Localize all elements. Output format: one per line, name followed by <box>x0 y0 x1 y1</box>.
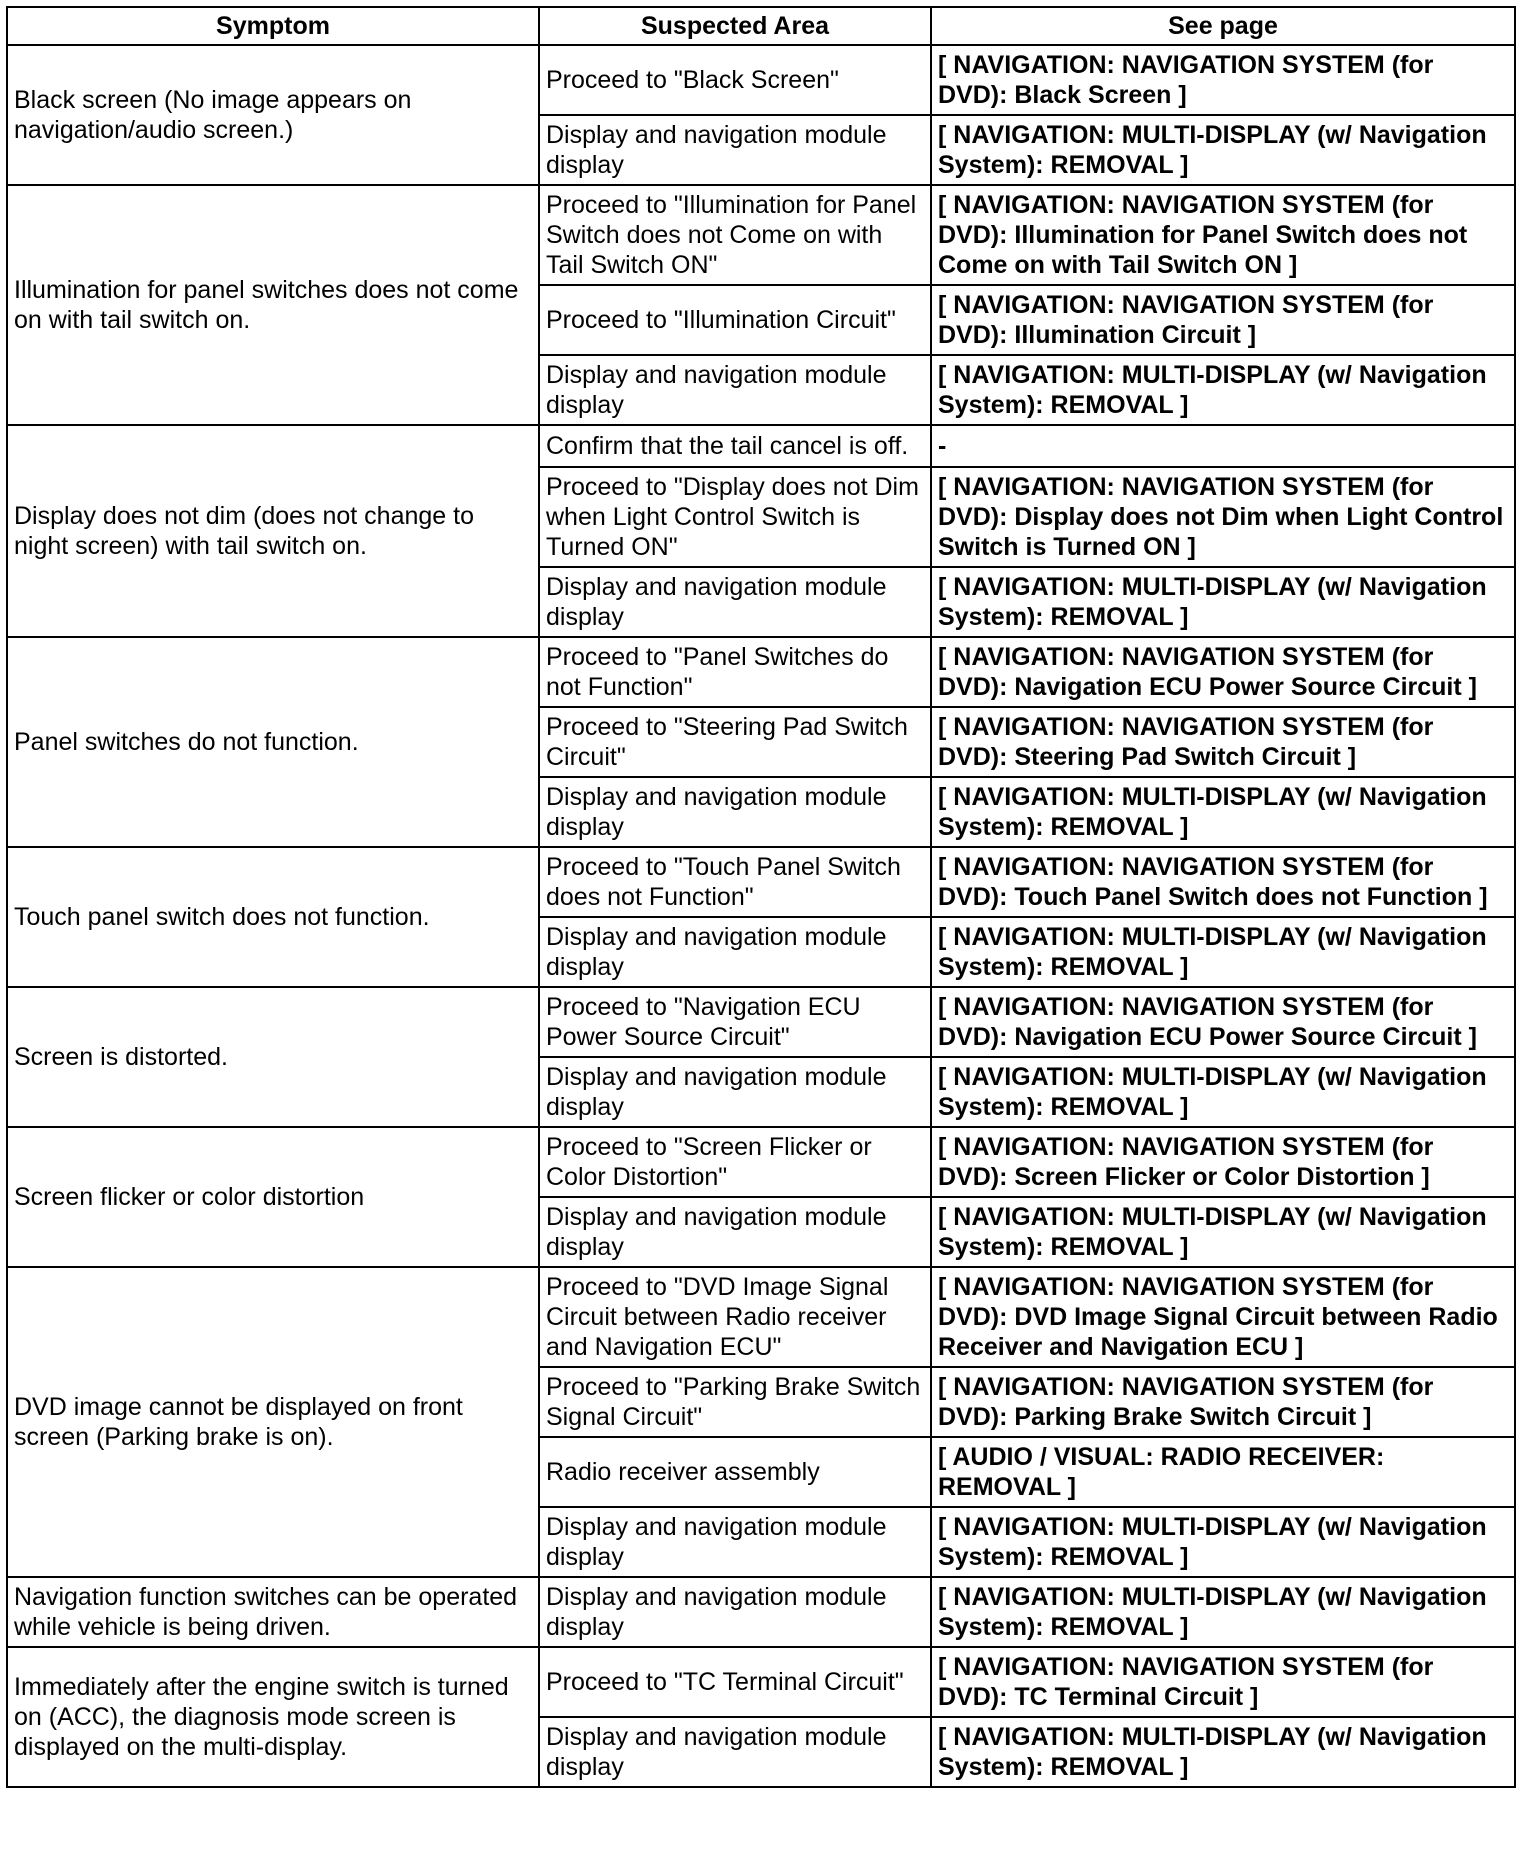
suspected-area-cell: Proceed to "Touch Panel Switch does not Function" <box>539 847 931 917</box>
see-page-reference[interactable]: [ NAVIGATION: NAVIGATION SYSTEM (for DVD): Touch Panel Switch does not Function ] <box>931 847 1515 917</box>
symptom-cell: Panel switches do not function. <box>7 637 539 847</box>
see-page-reference[interactable]: [ NAVIGATION: MULTI-DISPLAY (w/ Navigation System): REMOVAL ] <box>931 917 1515 987</box>
symptom-cell: Black screen (No image appears on navigation/audio screen.) <box>7 45 539 185</box>
suspected-area-cell: Proceed to "Illumination for Panel Switch does not Come on with Tail Switch ON" <box>539 185 931 285</box>
see-page-reference[interactable]: [ NAVIGATION: NAVIGATION SYSTEM (for DVD): Parking Brake Switch Circuit ] <box>931 1367 1515 1437</box>
suspected-area-cell: Proceed to "Screen Flicker or Color Distortion" <box>539 1127 931 1197</box>
table-body <box>7 45 1515 1787</box>
table-row <box>7 637 1515 707</box>
symptom-cell: Screen flicker or color distortion <box>7 1127 539 1267</box>
see-page-reference[interactable]: [ NAVIGATION: MULTI-DISPLAY (w/ Navigation System): REMOVAL ] <box>931 1197 1515 1267</box>
table-row <box>7 185 1515 285</box>
see-page-reference[interactable]: - <box>931 425 1515 467</box>
suspected-area-cell: Proceed to "DVD Image Signal Circuit between Radio receiver and Navigation ECU" <box>539 1267 931 1367</box>
symptom-cell: Navigation function switches can be operated while vehicle is being driven. <box>7 1577 539 1647</box>
see-page-reference[interactable]: [ NAVIGATION: MULTI-DISPLAY (w/ Navigation System): REMOVAL ] <box>931 355 1515 425</box>
suspected-area-cell: Display and navigation module display <box>539 567 931 637</box>
table-row <box>7 847 1515 917</box>
suspected-area-cell: Display and navigation module display <box>539 1057 931 1127</box>
symptom-cell: Screen is distorted. <box>7 987 539 1127</box>
suspected-area-cell: Proceed to "Steering Pad Switch Circuit" <box>539 707 931 777</box>
suspected-area-cell: Proceed to "Panel Switches do not Function" <box>539 637 931 707</box>
see-page-reference[interactable]: [ NAVIGATION: MULTI-DISPLAY (w/ Navigation System): REMOVAL ] <box>931 1057 1515 1127</box>
table-row <box>7 1127 1515 1197</box>
see-page-reference[interactable]: [ NAVIGATION: MULTI-DISPLAY (w/ Navigation System): REMOVAL ] <box>931 567 1515 637</box>
see-page-reference[interactable]: [ NAVIGATION: MULTI-DISPLAY (w/ Navigation System): REMOVAL ] <box>931 1507 1515 1577</box>
table-row <box>7 45 1515 115</box>
header-suspected-area: Suspected Area <box>539 7 931 45</box>
table-row <box>7 1647 1515 1717</box>
see-page-reference[interactable]: [ NAVIGATION: NAVIGATION SYSTEM (for DVD): Black Screen ] <box>931 45 1515 115</box>
see-page-reference[interactable]: [ NAVIGATION: NAVIGATION SYSTEM (for DVD): TC Terminal Circuit ] <box>931 1647 1515 1717</box>
suspected-area-cell: Radio receiver assembly <box>539 1437 931 1507</box>
suspected-area-cell: Display and navigation module display <box>539 1717 931 1787</box>
table-row <box>7 987 1515 1057</box>
see-page-reference[interactable]: [ NAVIGATION: NAVIGATION SYSTEM (for DVD): Illumination Circuit ] <box>931 285 1515 355</box>
suspected-area-cell: Display and navigation module display <box>539 1507 931 1577</box>
see-page-reference[interactable]: [ NAVIGATION: NAVIGATION SYSTEM (for DVD): Navigation ECU Power Source Circuit ] <box>931 637 1515 707</box>
see-page-reference[interactable]: [ NAVIGATION: NAVIGATION SYSTEM (for DVD): Steering Pad Switch Circuit ] <box>931 707 1515 777</box>
suspected-area-cell: Display and navigation module display <box>539 777 931 847</box>
symptom-cell: Display does not dim (does not change to night screen) with tail switch on. <box>7 425 539 637</box>
see-page-reference[interactable]: [ NAVIGATION: NAVIGATION SYSTEM (for DVD): Screen Flicker or Color Distortion ] <box>931 1127 1515 1197</box>
table-row <box>7 1577 1515 1647</box>
header-see-page: See page <box>931 7 1515 45</box>
see-page-reference[interactable]: [ NAVIGATION: MULTI-DISPLAY (w/ Navigation System): REMOVAL ] <box>931 115 1515 185</box>
problem-symptoms-table <box>6 6 1516 1788</box>
see-page-reference[interactable]: [ AUDIO / VISUAL: RADIO RECEIVER: REMOVAL ] <box>931 1437 1515 1507</box>
table-header-row <box>7 7 1515 45</box>
header-symptom: Symptom <box>7 7 539 45</box>
see-page-reference[interactable]: [ NAVIGATION: MULTI-DISPLAY (w/ Navigation System): REMOVAL ] <box>931 1577 1515 1647</box>
troubleshooting-table-container <box>6 6 1516 1788</box>
suspected-area-cell: Confirm that the tail cancel is off. <box>539 425 931 467</box>
suspected-area-cell: Display and navigation module display <box>539 355 931 425</box>
see-page-reference[interactable]: [ NAVIGATION: NAVIGATION SYSTEM (for DVD): DVD Image Signal Circuit between Radio Receiver and Navigation ECU ] <box>931 1267 1515 1367</box>
see-page-reference[interactable]: [ NAVIGATION: NAVIGATION SYSTEM (for DVD): Illumination for Panel Switch does not Come on with Tail Switch ON ] <box>931 185 1515 285</box>
table-row <box>7 425 1515 467</box>
suspected-area-cell: Display and navigation module display <box>539 917 931 987</box>
suspected-area-cell: Display and navigation module display <box>539 1197 931 1267</box>
see-page-reference[interactable]: [ NAVIGATION: MULTI-DISPLAY (w/ Navigation System): REMOVAL ] <box>931 777 1515 847</box>
symptom-cell: Illumination for panel switches does not come on with tail switch on. <box>7 185 539 425</box>
suspected-area-cell: Proceed to "Illumination Circuit" <box>539 285 931 355</box>
suspected-area-cell: Display and navigation module display <box>539 1577 931 1647</box>
table-row <box>7 1267 1515 1367</box>
symptom-cell: Touch panel switch does not function. <box>7 847 539 987</box>
suspected-area-cell: Proceed to "Parking Brake Switch Signal Circuit" <box>539 1367 931 1437</box>
suspected-area-cell: Display and navigation module display <box>539 115 931 185</box>
see-page-reference[interactable]: [ NAVIGATION: NAVIGATION SYSTEM (for DVD): Navigation ECU Power Source Circuit ] <box>931 987 1515 1057</box>
suspected-area-cell: Proceed to "TC Terminal Circuit" <box>539 1647 931 1717</box>
see-page-reference[interactable]: [ NAVIGATION: NAVIGATION SYSTEM (for DVD): Display does not Dim when Light Control Switch is Turned ON ] <box>931 467 1515 567</box>
suspected-area-cell: Proceed to "Black Screen" <box>539 45 931 115</box>
suspected-area-cell: Proceed to "Display does not Dim when Light Control Switch is Turned ON" <box>539 467 931 567</box>
see-page-reference[interactable]: [ NAVIGATION: MULTI-DISPLAY (w/ Navigation System): REMOVAL ] <box>931 1717 1515 1787</box>
symptom-cell: Immediately after the engine switch is turned on (ACC), the diagnosis mode screen is displayed on the multi-display. <box>7 1647 539 1787</box>
suspected-area-cell: Proceed to "Navigation ECU Power Source Circuit" <box>539 987 931 1057</box>
symptom-cell: DVD image cannot be displayed on front screen (Parking brake is on). <box>7 1267 539 1577</box>
